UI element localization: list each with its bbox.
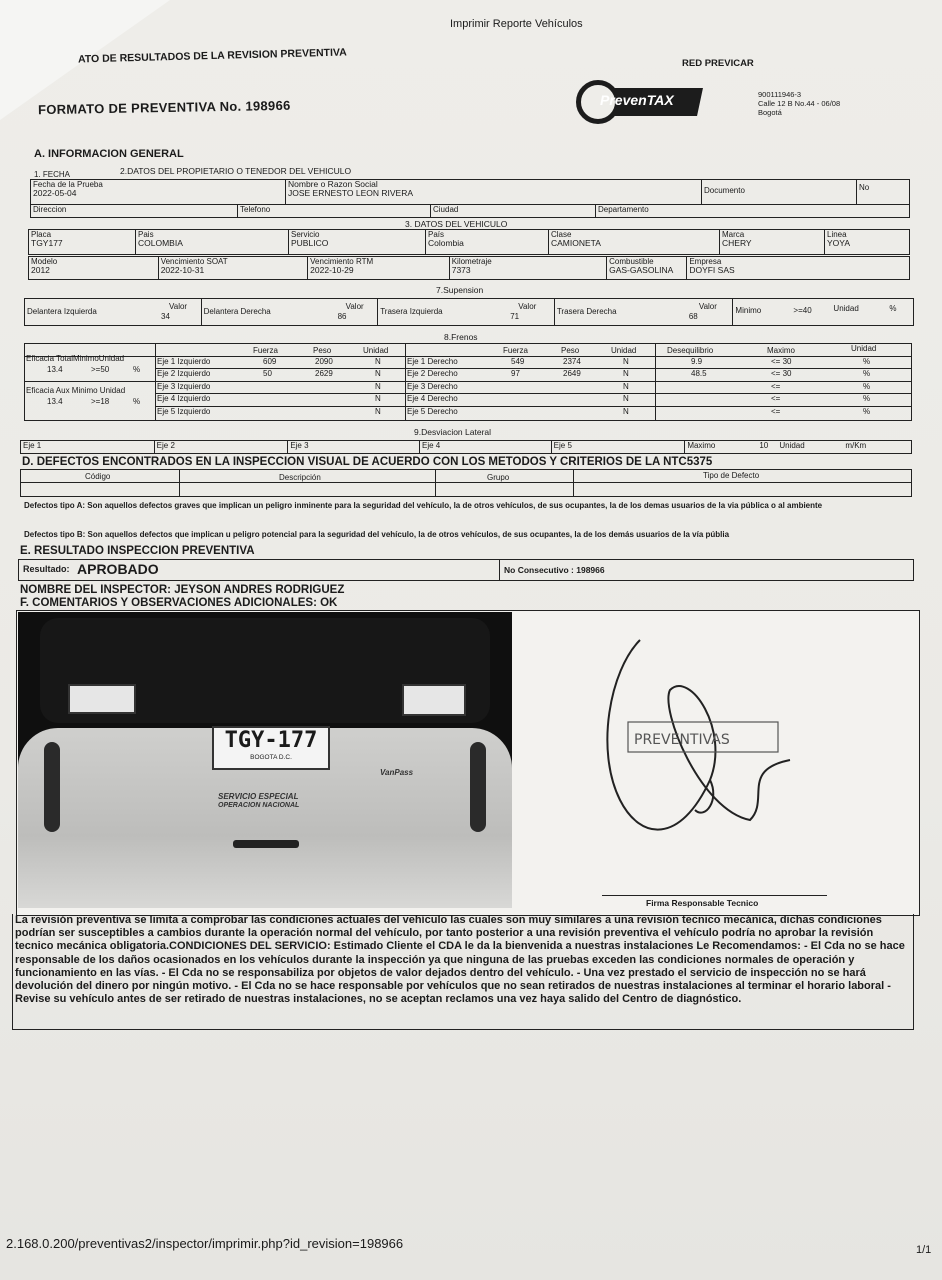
print-header-title: Imprimir Reporte Vehículos	[450, 18, 583, 30]
defectos-table: Código Descripción Grupo Tipo de Defecto	[20, 469, 912, 497]
freno-u-4: %	[863, 394, 871, 403]
freno-max-2: <= 30	[771, 369, 792, 378]
pais-cell: Pais COLOMBIA	[136, 230, 289, 254]
susp-td-cell: Trasera Derecha Valor 68	[555, 299, 734, 325]
freno-deseq-2: 48.5	[691, 369, 707, 378]
vehicle-photo	[18, 612, 512, 908]
freno-pd-1: 2374	[563, 357, 581, 366]
tipo-a-text: Defectos tipo A: Son aquellos defectos graves que implican un peligro inminente para la seguridad del vehículo, la de otros vehículos, de sus ocupantes, la de los demas usuarios de la via pública o al ambiente	[24, 501, 823, 510]
eje2-cell: Eje 2	[155, 441, 289, 453]
susp-di-cell: Delantera Izquierda Valor 34	[25, 299, 202, 325]
page-number: 1/1	[916, 1244, 932, 1256]
freno-pi-2: 2629	[315, 369, 333, 378]
freno-izq-4: Eje 4 Izquierdo	[157, 394, 211, 403]
vehicle-row-2	[28, 256, 910, 280]
company-address: 900111946-3 Calle 12 B No.44 - 06/08 Bogotá	[758, 90, 841, 117]
no-cell: No	[859, 183, 870, 192]
freno-fd-1: 549	[511, 357, 525, 366]
empresa-cell: Empresa DOYFI SAS	[689, 257, 735, 275]
rtm-cell: Vencimiento RTM 2022-10-29	[308, 257, 450, 279]
company-name: RED PREVICAR	[682, 58, 754, 69]
model-badge: VanPass	[380, 768, 414, 777]
direccion-cell: Direccion	[31, 205, 238, 217]
freno-ud-3: N	[623, 382, 629, 391]
soat-cell: Vencimiento SOAT 2022-10-31	[159, 257, 308, 279]
resultado-value: APROBADO	[77, 561, 159, 577]
susp-ti-cell: Trasera Izquierda Valor 71	[378, 299, 555, 325]
freno-fi-1: 609	[263, 357, 277, 366]
clase-cell: Clase CAMIONETA	[549, 230, 720, 254]
modelo-cell: Modelo 2012	[29, 257, 159, 279]
freno-u-3: %	[863, 382, 871, 391]
freno-ui-1: N	[375, 357, 381, 366]
freno-der-3: Eje 3 Derecho	[407, 382, 458, 391]
freno-u-5: %	[863, 407, 871, 416]
operacion-text: OPERACION NACIONAL	[218, 802, 300, 809]
terms-text: La revisión preventiva se limita a comprobar las condiciones actuales del vehículo las cuales son muy similares a una revisión tecnico mecánica, dichas condiciones podrían ser susceptibles a cambios durante la operación normal del vehículo, por tanto posterior a una revisión preventiva el vehículo podría no aprobar la revisión tecnico mecánica obligatoria.CONDICIONES DEL SERVICIO: Estimado Cliente el CDA le da la bienvenida a nuestras instalaciones Le Recomendamos: - El Cda no se hace responsable de los daños ocasionados en los vehículos durante la inspección ya que ninguna de las pruebas exceden las condiciones normales de operación y funcionamiento en las vías. - El Cda no se responsabiliza por objetos de valor dejados dentro del vehículo. - Una vez prestado el servicio de inspección no se hará devolución del dinero por ningún motivo. - El Cda no se hace responsable por vehículos que no sean retirados de nuestras instalaciones al terminar el horario laboral - Revise su vehículo antes de ser retirado de nuestras instalaciones, no se aceptan reclamos una vez haya salido del Centro de diagnóstico.	[12, 914, 914, 1030]
freno-max-3: <=	[771, 382, 781, 391]
eje1-cell: Eje 1	[21, 441, 155, 453]
right-taillight	[470, 742, 486, 832]
firma-line	[602, 895, 827, 896]
tipo-b-text: Defectos tipo B: Son aquellos defectos que implican u peligro potencial para la seguridad del vehículo, la de otros vehículos, de sus ocupantes, la de los demás usuarios de la vía públia	[24, 530, 730, 539]
resultado-title: E. RESULTADO INSPECCION PREVENTIVA	[20, 545, 255, 557]
left-sticker	[68, 684, 136, 714]
preventax-logo: PrevenTAX	[572, 78, 702, 130]
freno-ud-2: N	[623, 369, 629, 378]
freno-deseq-1: 9.9	[691, 357, 703, 366]
servicio-especial-text: SERVICIO ESPECIAL	[218, 792, 299, 801]
suspension-row	[24, 298, 914, 326]
left-taillight	[44, 742, 60, 832]
freno-u-1: %	[863, 357, 871, 366]
defectos-title: D. DEFECTOS ENCONTRADOS EN LA INSPECCION VISUAL DE ACUERDO CON LOS METODOS Y CRITERIOS DE LA NTC5375	[22, 456, 713, 468]
right-sticker	[402, 684, 466, 716]
susp-min-cell: Minimo >=40 Unidad %	[735, 304, 897, 315]
tailgate-handle	[233, 840, 299, 848]
owner-row	[30, 179, 910, 205]
firma-label: Firma Responsable Tecnico	[646, 898, 759, 908]
section-a-title: A. INFORMACION GENERAL	[34, 148, 184, 160]
consecutivo: No Consecutivo : 198966	[499, 560, 605, 580]
freno-u-2: %	[863, 369, 871, 378]
servicio-cell: Servicio PUBLICO	[289, 230, 426, 254]
documento-cell: Documento	[702, 180, 857, 204]
signature	[600, 630, 800, 850]
fecha-prueba-cell: Fecha de la Prueba 2022-05-04	[31, 180, 286, 204]
freno-fi-2: 50	[263, 369, 272, 378]
vehiculo-title: 3. DATOS DEL VEHICULO	[405, 219, 508, 229]
freno-izq-2: Eje 2 Izquierdo	[157, 369, 211, 378]
document-title: ATO DE RESULTADOS DE LA REVISION PREVENTIVA	[77, 46, 347, 66]
freno-ui-5: N	[375, 407, 381, 416]
freno-fd-2: 97	[511, 369, 520, 378]
freno-max-4: <=	[771, 394, 781, 403]
freno-ui-2: N	[375, 369, 381, 378]
freno-ud-4: N	[623, 394, 629, 403]
frenos-table: Fuerza Peso Unidad Fuerza Peso Unidad Desequilibrio Maximo Unidad Eficacia TotalMinimoUnidad 13.4 >=50 % Eficacia Aux Minimo Unidad 13.4 >=18 % Eje 1 Izquierdo 609 2090 N Eje 1 Derecho 549 2374 N 9.9 <= 30 % Eje 2 Izquierdo 50 2629 N Eje 2 Derecho 97 2649 N 48.5 <= 30 % Eje 3 Izquierdo N Eje 3 Derecho N <= % Eje 4 Izquierdo N Eje 4 Derecho N <= % Eje 5 Izquierdo N Eje 5 Derecho N <= %	[24, 343, 912, 421]
telefono-cell: Telefono	[238, 205, 431, 217]
freno-pd-2: 2649	[563, 369, 581, 378]
eje4-cell: Eje 4	[420, 441, 552, 453]
marca-cell: Marca CHERY	[720, 230, 825, 254]
stamp-text: PREVENTIVAS	[634, 732, 730, 748]
freno-izq-5: Eje 5 Izquierdo	[157, 407, 211, 416]
freno-der-5: Eje 5 Derecho	[407, 407, 458, 416]
ciudad-cell: Ciudad	[431, 205, 596, 217]
freno-max-5: <=	[771, 407, 781, 416]
formato-number: FORMATO DE PREVENTIVA No. 198966	[37, 97, 291, 118]
vehicle-row-1	[28, 229, 910, 255]
linea-cell: Linea YOYA	[827, 230, 850, 248]
frenos-title: 8.Frenos	[444, 332, 478, 342]
inspector-name: NOMBRE DEL INSPECTOR: JEYSON ANDRES RODRIGUEZ	[20, 584, 345, 596]
freno-der-4: Eje 4 Derecho	[407, 394, 458, 403]
resultado-box	[18, 559, 914, 581]
freno-der-2: Eje 2 Derecho	[407, 369, 458, 378]
placa-cell: Placa TGY177	[29, 230, 136, 254]
freno-pi-1: 2090	[315, 357, 333, 366]
license-plate: TGY-177 BOGOTA D.C.	[212, 726, 330, 770]
print-url: 2.168.0.200/preventivas2/inspector/imprimir.php?id_revision=198966	[6, 1236, 404, 1251]
pais2-cell: País Colombia	[426, 230, 549, 254]
freno-izq-3: Eje 3 Izquierdo	[157, 382, 211, 391]
eje5-cell: Eje 5	[552, 441, 686, 453]
freno-izq-1: Eje 1 Izquierdo	[157, 357, 211, 366]
susp-dd-cell: Delantera Derecha Valor 86	[202, 299, 379, 325]
freno-max-1: <= 30	[771, 357, 792, 366]
desviacion-row	[20, 440, 912, 454]
fecha-label: 1. FECHA	[34, 170, 71, 179]
nombre-cell: Nombre o Razon Social JOSE ERNESTO LEON RIVERA	[286, 180, 702, 204]
freno-ui-3: N	[375, 382, 381, 391]
km-cell: Kilometraje 7373	[450, 257, 607, 279]
comentarios: F. COMENTARIOS Y OBSERVACIONES ADICIONALES: OK	[20, 597, 338, 609]
departamento-cell: Departamento	[598, 205, 649, 214]
desviacion-title: 9.Desviacion Lateral	[414, 427, 492, 437]
suspension-title: 7.Supension	[436, 285, 484, 295]
resultado-label: Resultado:	[23, 564, 70, 574]
eje3-cell: Eje 3	[288, 441, 420, 453]
direccion-row	[30, 204, 910, 218]
freno-ud-1: N	[623, 357, 629, 366]
freno-ud-5: N	[623, 407, 629, 416]
desv-max-cell: Maximo 10 Unidad m/Km	[687, 441, 867, 450]
datos-propietario-label: 2.DATOS DEL PROPIETARIO O TENEDOR DEL VEHICULO	[120, 166, 352, 176]
combustible-cell: Combustible GAS-GASOLINA	[607, 257, 687, 279]
freno-der-1: Eje 1 Derecho	[407, 357, 458, 366]
freno-ui-4: N	[375, 394, 381, 403]
